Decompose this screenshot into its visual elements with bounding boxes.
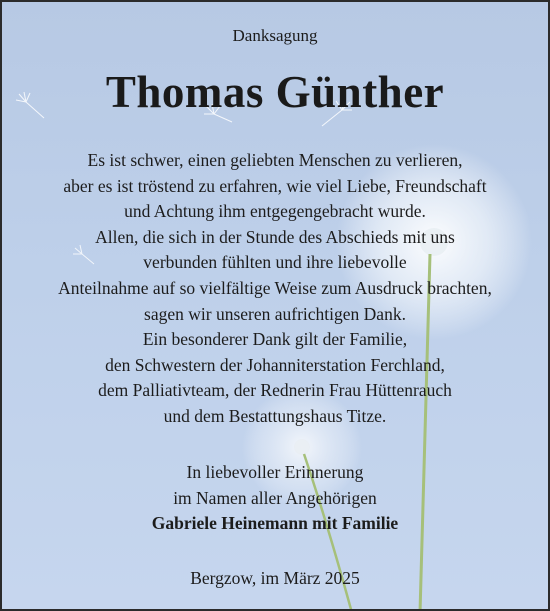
text-line: dem Palliativteam, der Rednerin Frau Hüttenrauch: [98, 380, 452, 401]
text-line: verbunden fühlten und ihre liebevolle: [143, 252, 407, 273]
text-line: Es ist schwer, einen geliebten Menschen zu verlieren,: [87, 150, 463, 170]
place-and-date: Bergzow, im März 2025: [190, 568, 360, 588]
text-line: aber es ist tröstend zu erfahren, wie viel Liebe, Freundschaft: [63, 175, 487, 196]
text-line: und dem Bestattungshaus Titze.: [163, 405, 387, 426]
text-line: den Schwestern der Johanniterstation Ferchland,: [105, 354, 445, 375]
closing-line: In liebevoller Erinnerung: [186, 462, 364, 482]
text-line: Ein besonderer Dank gilt der Familie,: [142, 329, 408, 350]
signature: Gabriele Heinemann mit Familie: [151, 513, 399, 533]
text-line: Anteilnahme auf so vielfältige Weise zum Ausdruck brachten,: [58, 277, 492, 298]
deceased-name: Thomas Günther: [105, 67, 445, 117]
dandelion-seedhead-small-core: [294, 439, 310, 455]
notice-heading: Danksagung: [232, 26, 318, 45]
thank-you-text: [2, 148, 548, 430]
text-line: sagen wir unseren aufrichtigen Dank.: [144, 303, 406, 324]
closing-block: [2, 460, 548, 537]
text-line: Allen, die sich in der Stunde des Abschieds mit uns: [95, 226, 455, 247]
closing-line: im Namen aller Angehörigen: [173, 487, 377, 508]
text-line: und Achtung ihm entgegengebracht wurde.: [124, 201, 426, 222]
